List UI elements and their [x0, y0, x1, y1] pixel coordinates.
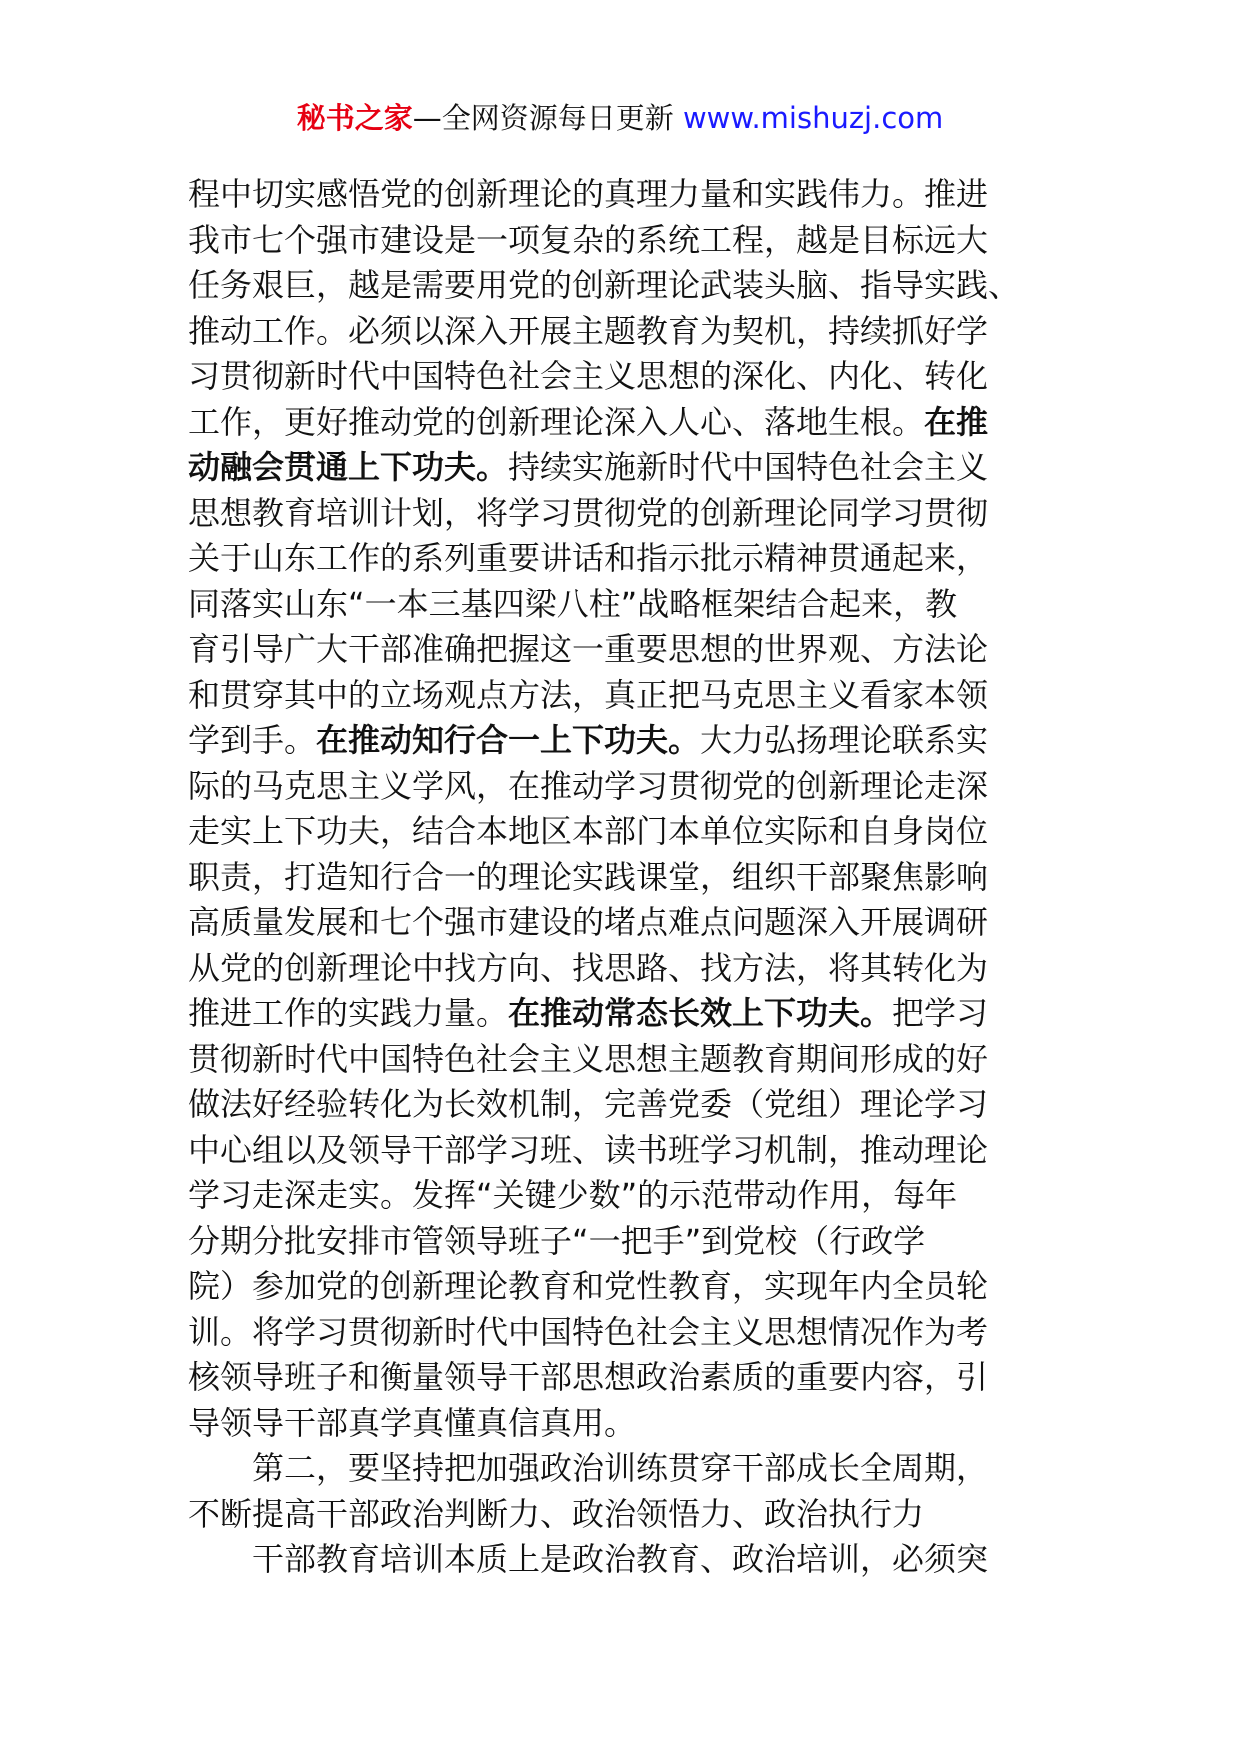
text-run: 做法好经验转化为长效机制，完善党委（党组）理论学习 [188, 1085, 989, 1123]
text-line [188, 218, 1020, 264]
text-run: 程中切实感悟党的创新理论的真理力量和实践伟力。推进 [188, 175, 989, 213]
text-line [188, 1492, 1020, 1538]
text-run: 工作，更好推动党的创新理论深入人心、落地生根。 [188, 402, 925, 441]
text-line [188, 1401, 1020, 1447]
text-line [188, 445, 1020, 491]
text-run: 同落实山东“一本三基四梁八柱”战略框架结合起来，教 [188, 584, 958, 623]
text-line [188, 627, 1020, 673]
text-run: 我市七个强市建设是一项复杂的系统工程，越是目标远大 [188, 220, 989, 259]
text-run: 习贯彻新时代中国特色社会主义思想的深化、内化、转化 [188, 357, 989, 395]
text-line [188, 1037, 1020, 1083]
bold-phrase: 动融会贯通上下功夫。 [188, 448, 509, 486]
text-run: 持续实施新时代中国特色社会主义 [508, 448, 989, 486]
text-run: 训。将学习贯彻新时代中国特色社会主义思想情况作为考 [188, 1312, 989, 1351]
text-line [188, 491, 1020, 537]
document-body [188, 172, 1020, 1583]
text-run: 学习走深走实。发挥“关键少数”的示范带动作用，每年 [188, 1176, 958, 1214]
text-run: 干部教育培训本质上是政治教育、政治培训，必须突 [252, 1540, 989, 1578]
text-run: 际的马克思主义学风，在推动学习贯彻党的创新理论走深 [188, 766, 989, 805]
text-run: 高质量发展和七个强市建设的堵点难点问题深入开展调研 [188, 903, 989, 941]
text-line [188, 946, 1020, 992]
text-line [188, 172, 1020, 218]
text-line [188, 309, 1020, 355]
text-run: 学到手。 [188, 721, 317, 759]
text-run: 和贯穿其中的立场观点方法，真正把马克思主义看家本领 [188, 675, 989, 714]
text-run: 任务艰巨，越是需要用党的创新理论武装头脑、指导实践、 [188, 266, 1021, 304]
text-run: 育引导广大干部准确把握这一重要思想的世界观、方法论 [188, 630, 989, 668]
brand-name: 秘书之家 [296, 101, 413, 135]
text-run: 中心组以及领导干部学习班、读书班学习机制，推动理论 [188, 1130, 989, 1169]
header-tagline: —全网资源每日更新 [412, 101, 683, 135]
text-run: 推进工作的实践力量。 [188, 994, 509, 1032]
site-url-link[interactable]: www.mishuzj.com [682, 101, 944, 135]
text-line [188, 718, 1020, 764]
text-line [188, 1128, 1020, 1174]
text-line [188, 1537, 1020, 1583]
text-run: 贯彻新时代中国特色社会主义思想主题教育期间形成的好 [188, 1039, 989, 1078]
text-line [188, 991, 1020, 1037]
text-line [188, 1264, 1020, 1310]
text-line [188, 263, 1020, 309]
text-run: 大力弘扬理论联系实 [700, 721, 989, 759]
bold-phrase: 在推动知行合一上下功夫。 [316, 721, 701, 759]
text-line [188, 1355, 1020, 1401]
bold-phrase: 在推动常态长效上下功夫。 [508, 994, 893, 1032]
text-line [188, 900, 1020, 946]
text-run: 推动工作。必须以深入开展主题教育为契机，持续抓好学 [188, 311, 989, 350]
text-run: 关于山东工作的系列重要讲话和指示批示精神贯通起来， [188, 539, 989, 577]
text-run: 核领导班子和衡量领导干部思想政治素质的重要内容，引 [188, 1358, 989, 1396]
text-run: 思想教育培训计划，将学习贯彻党的创新理论同学习贯彻 [188, 493, 989, 532]
text-run: 院）参加党的创新理论教育和党性教育，实现年内全员轮 [188, 1267, 989, 1305]
text-line [188, 855, 1020, 901]
text-run: 从党的创新理论中找方向、找思路、找方法，将其转化为 [188, 948, 989, 987]
text-run: 分期分批安排市管领导班子“一把手”到党校（行政学 [188, 1221, 926, 1260]
text-run: 导领导干部真学真懂真信真用。 [188, 1403, 637, 1442]
text-line [188, 400, 1020, 446]
text-line [188, 536, 1020, 582]
text-run: 第二，要坚持把加强政治训练贯穿干部成长全周期， [252, 1449, 989, 1487]
text-line [188, 673, 1020, 719]
text-line [188, 809, 1020, 855]
text-line [188, 1173, 1020, 1219]
text-run: 职责，打造知行合一的理论实践课堂，组织干部聚焦影响 [188, 857, 989, 896]
site-header [0, 98, 1240, 138]
text-line [188, 354, 1020, 400]
text-line [188, 1446, 1020, 1492]
text-line [188, 1082, 1020, 1128]
bold-phrase: 在推 [924, 402, 989, 441]
text-line [188, 1219, 1020, 1265]
text-line [188, 582, 1020, 628]
text-line [188, 764, 1020, 810]
text-run: 走实上下功夫，结合本地区本部门本单位实际和自身岗位 [188, 812, 989, 850]
text-run: 把学习 [892, 994, 989, 1032]
text-line [188, 1310, 1020, 1356]
text-run: 不断提高干部政治判断力、政治领悟力、政治执行力 [188, 1494, 925, 1533]
